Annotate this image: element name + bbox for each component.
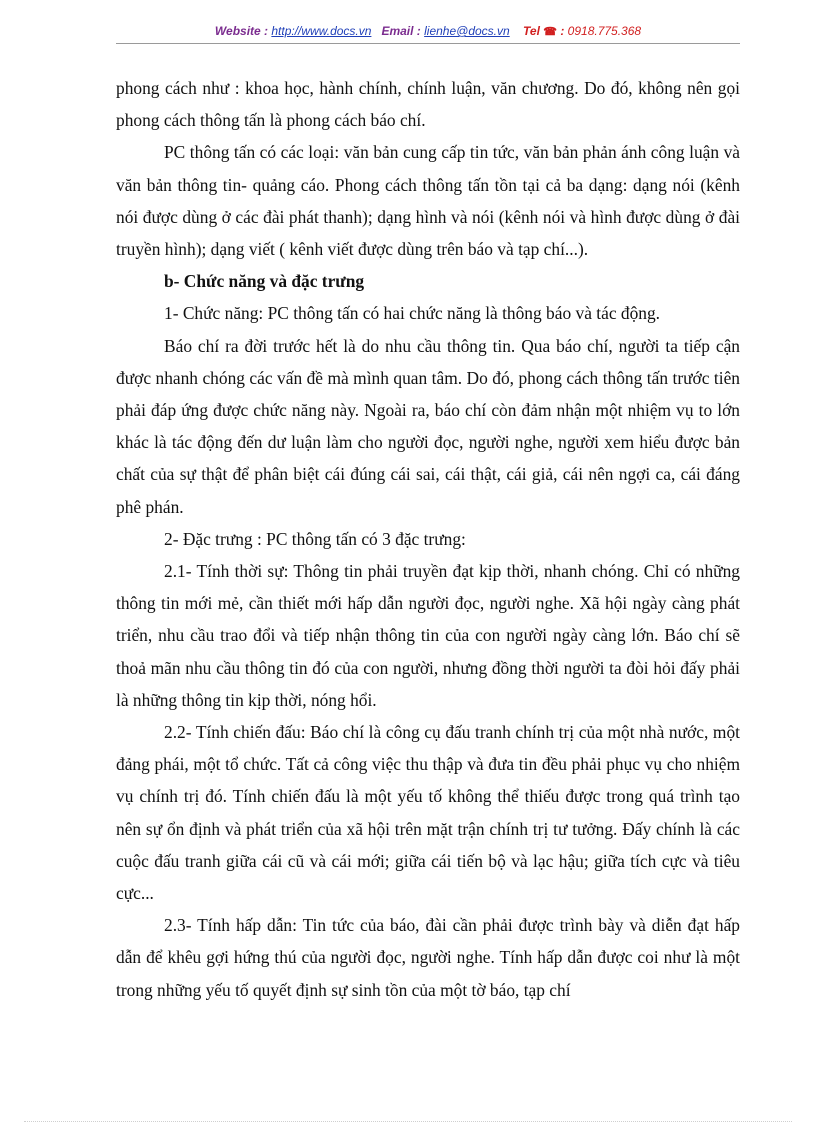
tel-separator: : — [557, 24, 568, 38]
website-label: Website — [214, 24, 261, 38]
paragraph: PC thông tấn có các loại: văn bản cung cấp tin tức, văn bản phản ánh công luận và văn bản thông tin- quảng cáo. Phong cách thông tấn tồn tại cả ba dạng: dạng nói (kênh nói được dùng ở các đài phát thanh); dạng hình và nói (kênh nói và hình được dùng ở đài truyền hình); dạng viết ( kênh viết được dùng trên báo và tạp chí...). — [116, 142, 740, 260]
header-divider — [116, 43, 740, 44]
section-heading: b- Chức năng và đặc trưng — [164, 271, 365, 292]
email-separator: : — [413, 24, 425, 38]
document-body — [116, 72, 740, 1006]
email-label: Email — [381, 24, 414, 38]
email-link[interactable]: lienhe@docs.vn — [424, 24, 510, 38]
tel-label: Tel — [523, 24, 540, 38]
paragraph: 2.1- Tính thời sự: Thông tin phải truyền đạt kịp thời, nhanh chóng. Chỉ có những thông tin mới mẻ, cần thiết mới hấp dẫn người đọc, người nghe. Xã hội ngày càng phát triển, nhu cầu trao đổi và tiếp nhận thông tin của con người ngày càng lớn. Báo chí sẽ thoả mãn nhu cầu thông tin đó của con người, nhưng đồng thời người ta đòi hỏi đấy phải là những thông tin kịp thời, nóng hổi. — [116, 561, 740, 710]
phone-icon: ☎ — [543, 26, 557, 38]
paragraph: phong cách như : khoa học, hành chính, chính luận, văn chương. Do đó, không nên gọi phong cách thông tấn là phong cách báo chí. — [116, 78, 740, 131]
tel-number: 0918.775.368 — [567, 24, 642, 38]
paragraph: 1- Chức năng: PC thông tấn có hai chức năng là thông báo và tác động. — [164, 303, 661, 324]
paragraph: Báo chí ra đời trước hết là do nhu cầu thông tin. Qua báo chí, người ta tiếp cận được nhanh chóng các vấn đề mà mình quan tâm. Do đó, phong cách thông tấn trước tiên phải đáp ứng được chức năng này. Ngoài ra, báo chí còn đảm nhận một nhiệm vụ to lớn khác là tác động đến dư luận làm cho người đọc, người nghe, người xem hiểu được bản chất của sự thật để phân biệt cái đúng cái sai, cái thật, cái giả, cái nên ngợi ca, cái đáng phê phán. — [116, 335, 740, 517]
paragraph: 2- Đặc trưng : PC thông tấn có 3 đặc trưng: — [164, 528, 466, 549]
paragraph: 2.2- Tính chiến đấu: Báo chí là công cụ đấu tranh chính trị của một nhà nước, một đảng phái, một tổ chức. Tất cả công việc thu thập và đưa tin đều phải phục vụ cho nhiệm vụ chính trị đó. Tính chiến đấu là một yếu tố không thể thiếu được trong quá trình tạo nên sự ổn định và phát triển của xã hội trên mặt trận chính trị tư tưởng. Đấy chính là các cuộc đấu tranh giữa cái cũ và cái mới; giữa cái tiến bộ và lạc hậu; giữa tích cực và tiêu cực... — [116, 722, 740, 904]
website-link[interactable]: http://www.docs.vn — [271, 24, 372, 38]
page-bottom-border — [24, 1121, 792, 1122]
paragraph: 2.3- Tính hấp dẫn: Tin tức của báo, đài cần phải được trình bày và diễn đạt hấp dẫn để khêu gợi hứng thú của người đọc, người nghe. Tính hấp dẫn được coi như là một trong những yếu tố quyết định sự sinh tồn của một tờ báo, tạp chí — [116, 915, 740, 1000]
page-header — [116, 24, 740, 38]
website-separator: : — [260, 24, 272, 38]
